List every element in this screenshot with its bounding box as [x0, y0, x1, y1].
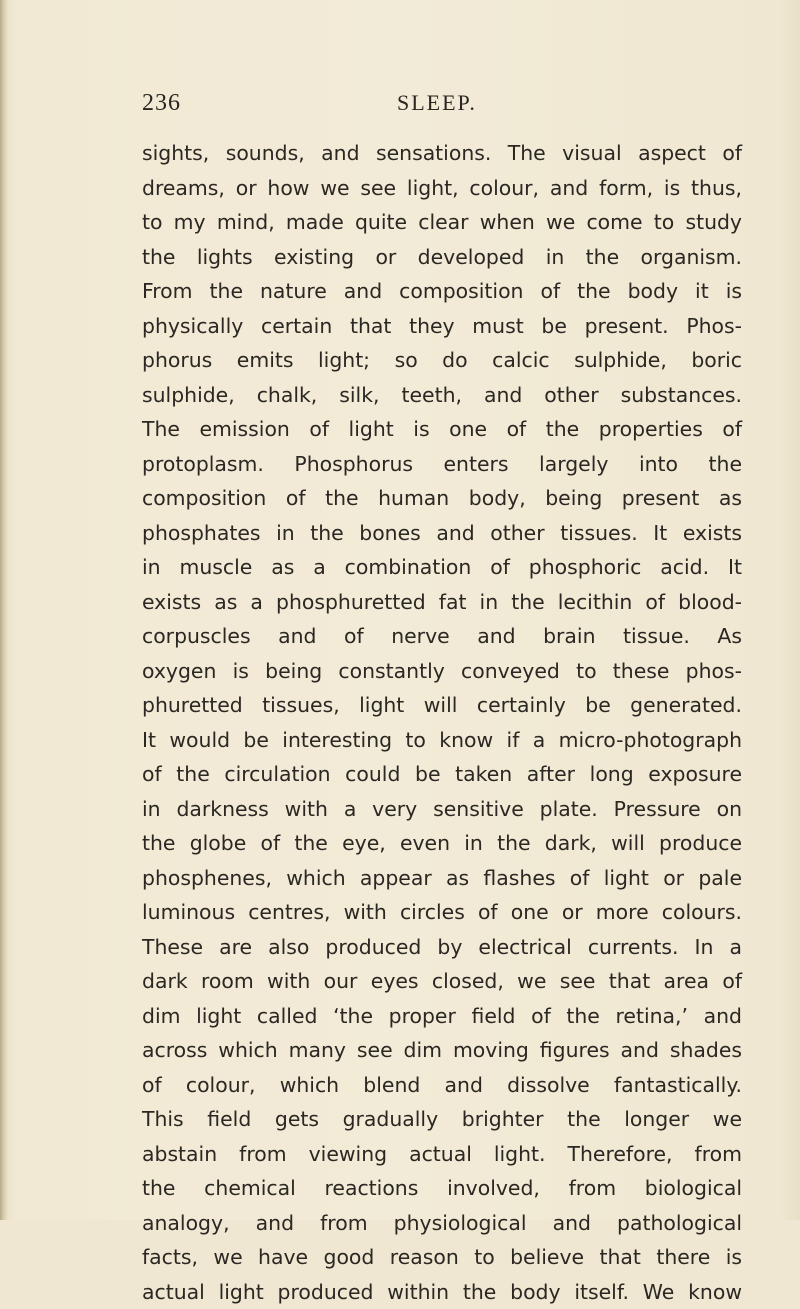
text-line: physically certain that they must be present. Phos-: [142, 309, 742, 344]
text-line: dark room with our eyes closed, we see that area of: [142, 964, 742, 999]
text-line: phosphenes, which appear as flashes of light or pale: [142, 861, 742, 896]
text-line: sights, sounds, and sensations. The visual aspect of: [142, 136, 742, 171]
page-gutter-edge: [0, 0, 8, 1220]
text-line: phorus emits light; so do calcic sulphide, boric: [142, 343, 742, 378]
running-head: SLEEP.: [397, 86, 477, 120]
text-line: in muscle as a combination of phosphoric acid. It: [142, 550, 742, 585]
text-line: oxygen is being constantly conveyed to these phos-: [142, 654, 742, 689]
text-line: exists as a phosphuretted fat in the lecithin of blood-: [142, 585, 742, 620]
text-line: to my mind, made quite clear when we come to study: [142, 205, 742, 240]
text-line: sulphide, chalk, silk, teeth, and other substances.: [142, 378, 742, 413]
text-line: actual light produced within the body itself. We know: [142, 1275, 742, 1309]
body-text: [142, 136, 742, 1309]
text-line: protoplasm. Phosphorus enters largely into the: [142, 447, 742, 482]
page-number: 236: [142, 86, 181, 120]
text-line: The emission of light is one of the properties of: [142, 412, 742, 447]
text-line: of colour, which blend and dissolve fantastically.: [142, 1068, 742, 1103]
text-line: corpuscles and of nerve and brain tissue. As: [142, 619, 742, 654]
text-line: abstain from viewing actual light. Therefore, from: [142, 1137, 742, 1172]
text-line: dreams, or how we see light, colour, and form, is thus,: [142, 171, 742, 206]
text-line: the globe of the eye, even in the dark, will produce: [142, 826, 742, 861]
text-line: It would be interesting to know if a micro-photograph: [142, 723, 742, 758]
text-line: the lights existing or developed in the organism.: [142, 240, 742, 275]
text-line: dim light called ‘the proper field of the retina,’ and: [142, 999, 742, 1034]
text-line: These are also produced by electrical currents. In a: [142, 930, 742, 965]
text-line: From the nature and composition of the body it is: [142, 274, 742, 309]
text-line: of the circulation could be taken after long exposure: [142, 757, 742, 792]
text-line: the chemical reactions involved, from biological: [142, 1171, 742, 1206]
text-line: phosphates in the bones and other tissues. It exists: [142, 516, 742, 551]
text-line: facts, we have good reason to believe that there is: [142, 1240, 742, 1275]
text-line: This field gets gradually brighter the longer we: [142, 1102, 742, 1137]
page-header: [142, 86, 702, 120]
text-line: phuretted tissues, light will certainly be generated.: [142, 688, 742, 723]
text-line: analogy, and from physiological and pathological: [142, 1206, 742, 1241]
text-line: in darkness with a very sensitive plate. Pressure on: [142, 792, 742, 827]
text-line: across which many see dim moving figures and shades: [142, 1033, 742, 1068]
text-line: luminous centres, with circles of one or more colours.: [142, 895, 742, 930]
text-line: composition of the human body, being present as: [142, 481, 742, 516]
